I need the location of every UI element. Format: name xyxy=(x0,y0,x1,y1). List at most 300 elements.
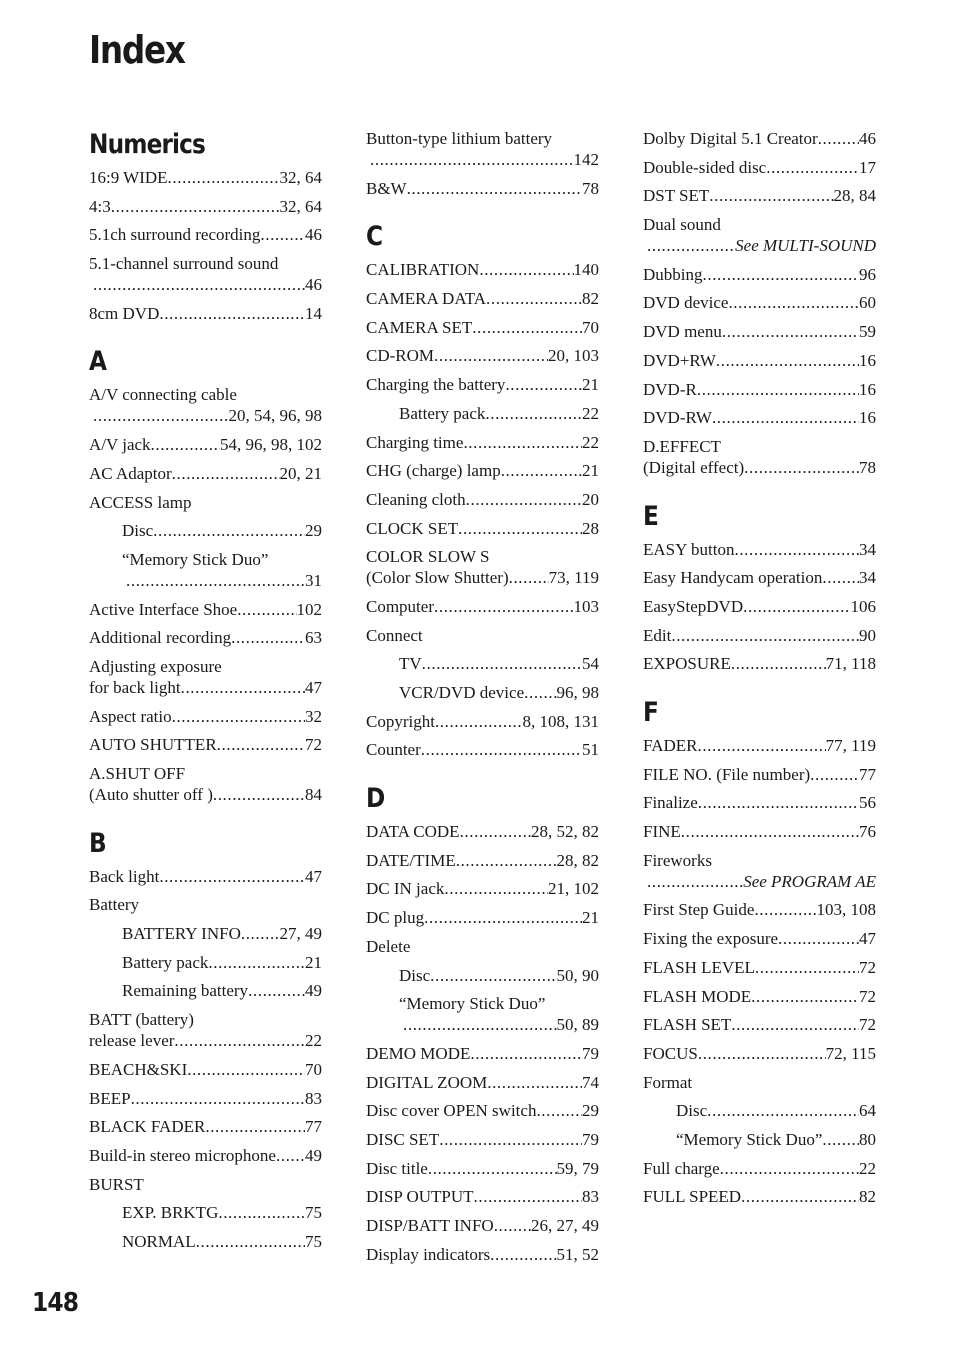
entry-term: BEACH&SKI xyxy=(89,1059,188,1079)
dot-leader xyxy=(430,965,556,986)
entry-term: 8cm DVD xyxy=(89,303,160,323)
entry-reference-line xyxy=(643,157,876,178)
entry-term: Full charge xyxy=(643,1158,720,1178)
index-entry xyxy=(643,957,876,978)
entry-reference-line xyxy=(366,1043,599,1064)
entry-term: CLOCK SET xyxy=(366,518,459,538)
section-gap xyxy=(89,813,322,827)
entry-reference-line xyxy=(89,1059,322,1080)
index-entry xyxy=(366,1129,599,1150)
entry-reference-line xyxy=(399,403,599,424)
section-heading: C xyxy=(366,221,383,253)
index-entry xyxy=(89,763,322,805)
entry-reference-line xyxy=(122,1231,322,1252)
entry-reference-line xyxy=(366,739,599,760)
entry-term: DVD-R xyxy=(643,379,697,399)
entry-term: AUTO SHUTTER xyxy=(89,735,217,755)
entry-term: ACCESS lamp xyxy=(89,492,192,512)
index-entry xyxy=(366,625,599,646)
entry-pages: 96 xyxy=(859,264,876,284)
index-entry xyxy=(643,436,876,478)
dot-leader xyxy=(698,1043,826,1064)
entry-term: “Memory Stick Duo” xyxy=(676,1129,823,1149)
entry-reference-line xyxy=(122,923,322,944)
index-entry xyxy=(366,1158,599,1179)
entry-pages: 56 xyxy=(859,793,876,813)
dot-leader xyxy=(93,274,305,295)
entry-reference-line xyxy=(643,128,876,149)
entry-pages: 59 xyxy=(859,322,876,342)
index-entry xyxy=(643,292,876,313)
entry-reference-line xyxy=(676,1100,876,1121)
entry-pages: 103 xyxy=(573,596,599,616)
index-entry xyxy=(89,224,322,245)
index-entry xyxy=(366,460,599,481)
entry-pages: 21 xyxy=(582,461,599,481)
section-gap xyxy=(643,486,876,500)
entry-term-continued: (Color Slow Shutter) xyxy=(366,568,509,588)
entry-term: CAMERA SET xyxy=(366,317,473,337)
entry-reference-line xyxy=(643,792,876,813)
entry-term-continued: (Digital effect) xyxy=(643,457,745,477)
entry-term: Copyright xyxy=(366,711,435,731)
entry-pages: 26, 27, 49 xyxy=(531,1216,599,1235)
entry-pages: 90 xyxy=(859,625,876,645)
entry-pages: 34 xyxy=(859,568,876,588)
entry-term: Fireworks xyxy=(643,850,712,870)
dot-leader xyxy=(810,764,859,785)
dot-leader xyxy=(698,792,859,813)
entry-term: DIGITAL ZOOM xyxy=(366,1072,488,1092)
entry-reference-line xyxy=(366,1244,599,1265)
index-entry xyxy=(366,317,599,338)
index-entry xyxy=(366,518,599,539)
entry-reference-line xyxy=(89,463,322,484)
index-entry xyxy=(643,928,876,949)
entry-term: DISP OUTPUT xyxy=(366,1187,474,1207)
index-entry xyxy=(89,167,322,188)
entry-pages: 72 xyxy=(305,735,322,755)
entry-term: CAMERA DATA xyxy=(366,289,487,309)
index-entry xyxy=(89,599,322,620)
entry-term: “Memory Stick Duo” xyxy=(399,994,546,1014)
entry-term: CALIBRATION xyxy=(366,260,480,280)
entry-reference-line xyxy=(643,821,876,842)
section-gap xyxy=(366,206,599,220)
entry-pages: 75 xyxy=(305,1203,322,1223)
entry-reference-line xyxy=(399,653,599,674)
dot-leader xyxy=(697,379,859,400)
entry-term: First Step Guide xyxy=(643,900,755,920)
entry-term: BATT (battery) xyxy=(89,1010,194,1030)
index-entry xyxy=(89,463,322,484)
entry-term: BATTERY INFO xyxy=(122,924,241,944)
entry-reference-line xyxy=(366,345,599,366)
entry-term: Fixing the exposure xyxy=(643,929,779,949)
entry-pages: 20, 21 xyxy=(279,463,322,483)
entry-reference-line xyxy=(643,735,876,756)
entry-term: Cleaning cloth xyxy=(366,489,466,509)
dot-leader xyxy=(237,599,296,620)
entry-reference-line xyxy=(643,457,876,478)
index-entry xyxy=(643,625,876,646)
dot-leader xyxy=(490,1244,556,1265)
entry-term: TV xyxy=(399,654,422,674)
index-entry xyxy=(89,1145,322,1166)
index-entry xyxy=(89,627,322,648)
entry-term: Active Interface Shoe xyxy=(89,599,238,619)
entry-pages: 82 xyxy=(582,289,599,309)
entry-pages: 16 xyxy=(859,350,876,370)
entry-reference-line xyxy=(89,1116,322,1137)
index-entry xyxy=(366,1043,599,1064)
entry-term: DC IN jack xyxy=(366,879,445,899)
entry-pages: 70 xyxy=(582,317,599,337)
entry-pages: 78 xyxy=(859,457,876,477)
entry-pages: 106 xyxy=(850,596,876,616)
entry-reference-line xyxy=(366,288,599,309)
dot-leader xyxy=(474,1186,582,1207)
entry-reference-line xyxy=(122,952,322,973)
dot-leader xyxy=(276,1145,305,1166)
dot-leader xyxy=(260,224,305,245)
entry-term: B&W xyxy=(366,178,407,198)
dot-leader xyxy=(509,567,549,588)
index-entry xyxy=(89,1174,322,1195)
entry-pages: 83 xyxy=(582,1187,599,1207)
dot-leader xyxy=(407,178,582,199)
section-heading: A xyxy=(89,346,107,378)
entry-reference-line xyxy=(89,196,322,217)
entry-term: VCR/DVD device xyxy=(399,683,525,702)
index-entry xyxy=(89,1009,322,1051)
dot-leader xyxy=(439,1129,582,1150)
entry-term-continued: for back light xyxy=(89,677,181,697)
entry-term: Adjusting exposure xyxy=(89,656,222,676)
entry-term: DISP/BATT INFO xyxy=(366,1216,494,1235)
entry-term: FLASH MODE xyxy=(643,986,752,1006)
dot-leader xyxy=(187,1059,305,1080)
index-entry xyxy=(643,1158,876,1179)
entry-reference-line xyxy=(89,734,322,755)
entry-reference-line xyxy=(643,379,876,400)
entry-reference-line xyxy=(89,627,322,648)
dot-leader xyxy=(487,1072,582,1093)
index-entry xyxy=(366,374,599,395)
entry-pages: 79 xyxy=(582,1043,599,1063)
dot-leader xyxy=(720,1158,859,1179)
index-entry xyxy=(643,214,876,256)
entry-pages: 20, 103 xyxy=(548,346,599,366)
dot-leader xyxy=(716,350,859,371)
index-entry xyxy=(366,739,599,760)
entry-reference-line xyxy=(366,878,599,899)
dot-leader xyxy=(460,821,531,842)
index-entry xyxy=(643,350,876,371)
entry-term: DVD device xyxy=(643,293,729,313)
entry-term: BLACK FADER xyxy=(89,1117,206,1137)
entry-pages: 96, 98 xyxy=(556,683,599,702)
dot-leader xyxy=(153,520,305,541)
entry-pages: 103, 108 xyxy=(816,900,876,920)
index-subentry xyxy=(643,1129,876,1150)
entry-reference-line xyxy=(643,350,876,371)
dot-leader xyxy=(248,980,305,1001)
index-entry xyxy=(366,178,599,199)
index-entry xyxy=(643,821,876,842)
entry-pages: 21 xyxy=(305,952,322,972)
index-entry xyxy=(643,735,876,756)
entry-reference-line xyxy=(366,518,599,539)
index-entry xyxy=(89,253,322,295)
index-entry xyxy=(89,384,322,426)
entry-term: A/V jack xyxy=(89,435,151,455)
dot-leader xyxy=(159,303,305,324)
entry-reference-line xyxy=(366,1100,599,1121)
index-entry xyxy=(643,321,876,342)
dot-leader xyxy=(703,264,860,285)
entry-pages: 142 xyxy=(573,150,599,169)
dot-leader xyxy=(778,928,859,949)
entry-pages: 72, 115 xyxy=(825,1043,876,1063)
entry-term: 16:9 WIDE xyxy=(89,168,168,187)
dot-leader xyxy=(466,489,582,510)
entry-pages: 73, 119 xyxy=(548,568,599,588)
entry-pages: 22 xyxy=(582,432,599,452)
entry-pages: 46 xyxy=(305,225,322,245)
entry-term: DVD menu xyxy=(643,322,722,342)
entry-term: AC Adaptor xyxy=(89,463,172,483)
entry-reference-line xyxy=(366,596,599,617)
entry-pages: 22 xyxy=(859,1158,876,1178)
entry-reference-line xyxy=(366,567,599,588)
entry-reference-line xyxy=(89,303,322,324)
entry-pages: 78 xyxy=(582,178,599,198)
entry-term: DISC SET xyxy=(366,1129,440,1149)
entry-term: DVD-RW xyxy=(643,408,712,428)
entry-term: Remaining battery xyxy=(122,981,249,1001)
dot-leader xyxy=(111,196,280,217)
entry-term: Button-type lithium battery xyxy=(366,129,553,148)
dot-leader xyxy=(697,735,825,756)
entry-term: Double-sided disc xyxy=(643,157,767,177)
entry-reference-line xyxy=(643,986,876,1007)
entry-pages: 54 xyxy=(582,654,599,674)
dot-leader xyxy=(755,957,859,978)
entry-reference-line xyxy=(89,224,322,245)
index-entry xyxy=(366,1100,599,1121)
index-subentry xyxy=(366,403,599,424)
dot-leader xyxy=(712,407,859,428)
entry-reference-line xyxy=(122,1202,322,1223)
dot-leader xyxy=(536,1100,582,1121)
entry-reference-line xyxy=(676,1129,876,1150)
dot-leader xyxy=(722,321,859,342)
dot-leader xyxy=(485,403,582,424)
dot-leader xyxy=(172,463,280,484)
entry-pages: 22 xyxy=(305,1031,322,1051)
index-entry xyxy=(366,259,599,280)
entry-term: Display indicators xyxy=(366,1244,491,1264)
index-entry xyxy=(366,128,599,170)
entry-reference-line xyxy=(643,957,876,978)
entry-term: Disc xyxy=(676,1101,708,1121)
index-entry xyxy=(643,1072,876,1093)
index-subentry xyxy=(89,549,322,591)
dot-leader xyxy=(421,739,582,760)
entry-reference-line xyxy=(643,1158,876,1179)
entry-reference-line xyxy=(643,1186,876,1207)
entry-pages: 16 xyxy=(859,379,876,399)
entry-pages: 17 xyxy=(859,157,876,177)
entry-term: FILE NO. (File number) xyxy=(643,764,811,784)
entry-reference-line xyxy=(643,264,876,285)
dot-leader xyxy=(403,1014,557,1035)
entry-reference-line xyxy=(643,185,876,206)
entry-pages: 51, 52 xyxy=(556,1244,599,1264)
entry-pages: 27, 49 xyxy=(279,924,322,944)
entry-pages: 102 xyxy=(296,599,322,619)
entry-reference-line xyxy=(643,539,876,560)
entry-term: 4:3 xyxy=(89,196,111,216)
entry-reference-line xyxy=(89,274,322,295)
dot-leader xyxy=(231,627,305,648)
index-entry xyxy=(366,821,599,842)
entry-term: Finalize xyxy=(643,793,698,813)
index-subentry xyxy=(643,1100,876,1121)
entry-pages: 8, 108, 131 xyxy=(522,711,599,731)
entry-pages: 21 xyxy=(582,908,599,928)
dot-leader xyxy=(707,1100,859,1121)
dot-leader xyxy=(731,1014,859,1035)
entry-term: Additional recording xyxy=(89,628,232,648)
dot-leader xyxy=(168,167,280,188)
entry-reference-line xyxy=(366,317,599,338)
entry-pages: 47 xyxy=(305,866,322,886)
index-entry xyxy=(366,1215,599,1236)
index-column-1 xyxy=(89,128,322,1260)
entry-term: EasyStepDVD xyxy=(643,596,744,616)
dot-leader xyxy=(743,596,850,617)
entry-pages: 77 xyxy=(305,1117,322,1137)
entry-reference-line xyxy=(89,167,322,188)
section-heading: B xyxy=(89,827,106,859)
entry-reference-line xyxy=(89,434,322,455)
entry-term: Dual sound xyxy=(643,215,721,235)
entry-term: Battery xyxy=(89,895,140,915)
entry-reference-line xyxy=(89,866,322,887)
entry-reference-line xyxy=(643,625,876,646)
entry-term: Dolby Digital 5.1 Creator xyxy=(643,129,818,148)
index-entry xyxy=(643,1043,876,1064)
dot-leader xyxy=(472,317,582,338)
entry-reference-line xyxy=(366,259,599,280)
entry-pages: 79 xyxy=(582,1129,599,1149)
entry-term: DATA CODE xyxy=(366,822,460,842)
index-entry xyxy=(643,128,876,149)
index-entry xyxy=(89,706,322,727)
dot-leader xyxy=(218,1202,305,1223)
entry-pages: 47 xyxy=(859,929,876,949)
entry-reference-line xyxy=(366,711,599,732)
entry-pages: 84 xyxy=(305,785,322,804)
index-entry xyxy=(643,264,876,285)
entry-term: A.SHUT OFF xyxy=(89,764,186,783)
dot-leader xyxy=(734,539,859,560)
dot-leader xyxy=(822,567,859,588)
dot-leader xyxy=(479,259,573,280)
dot-leader xyxy=(174,1030,305,1051)
entry-reference-line xyxy=(643,292,876,313)
index-entry xyxy=(366,850,599,871)
entry-reference-line xyxy=(366,1129,599,1150)
index-entry xyxy=(89,734,322,755)
dot-leader xyxy=(434,345,548,366)
index-entry xyxy=(366,1244,599,1265)
entry-pages: 32 xyxy=(305,706,322,726)
dot-leader xyxy=(151,434,220,455)
index-entry xyxy=(643,1014,876,1035)
dot-leader xyxy=(671,625,859,646)
entry-term: FLASH LEVEL xyxy=(643,957,755,977)
index-subentry xyxy=(366,993,599,1035)
entry-pages: See MULTI-SOUND xyxy=(735,236,876,256)
index-subentry xyxy=(366,965,599,986)
entry-term: 5.1-channel surround sound xyxy=(89,254,279,274)
dot-leader xyxy=(213,784,305,805)
entry-pages: See PROGRAM AE xyxy=(743,871,876,891)
entry-reference-line xyxy=(89,405,322,426)
entry-term: Delete xyxy=(366,936,411,956)
index-subentry xyxy=(89,923,322,944)
index-entry xyxy=(366,1186,599,1207)
index-entry xyxy=(643,850,876,892)
index-entry xyxy=(366,489,599,510)
entry-term: Format xyxy=(643,1072,693,1092)
entry-term: Aspect ratio xyxy=(89,706,172,726)
entry-pages: 34 xyxy=(859,539,876,559)
index-subentry xyxy=(89,952,322,973)
entry-term: Disc xyxy=(399,965,431,985)
dot-leader xyxy=(126,570,305,591)
dot-leader xyxy=(766,157,859,178)
dot-leader xyxy=(731,653,826,674)
index-entry xyxy=(89,492,322,513)
entry-reference-line xyxy=(366,1072,599,1093)
dot-leader xyxy=(505,374,582,395)
entry-reference-line xyxy=(122,520,322,541)
index-entry xyxy=(643,899,876,920)
dot-leader xyxy=(709,185,833,206)
dot-leader xyxy=(196,1231,305,1252)
entry-term: Edit xyxy=(643,625,672,645)
index-entry xyxy=(89,1059,322,1080)
dot-leader xyxy=(681,821,859,842)
entry-reference-line xyxy=(89,599,322,620)
entry-term: Dubbing xyxy=(643,264,703,284)
entry-pages: 29 xyxy=(305,521,322,541)
dot-leader xyxy=(751,986,859,1007)
entry-term: DEMO MODE xyxy=(366,1043,471,1063)
entry-term: CHG (charge) lamp xyxy=(366,461,501,481)
entry-pages: 28, 52, 82 xyxy=(531,822,599,842)
entry-reference-line xyxy=(366,149,599,170)
entry-pages: 77, 119 xyxy=(825,736,876,755)
dot-leader xyxy=(456,850,557,871)
entry-term: EXP. BRKTG xyxy=(122,1203,219,1223)
entry-reference-line xyxy=(643,764,876,785)
entry-pages: 21 xyxy=(582,375,599,395)
